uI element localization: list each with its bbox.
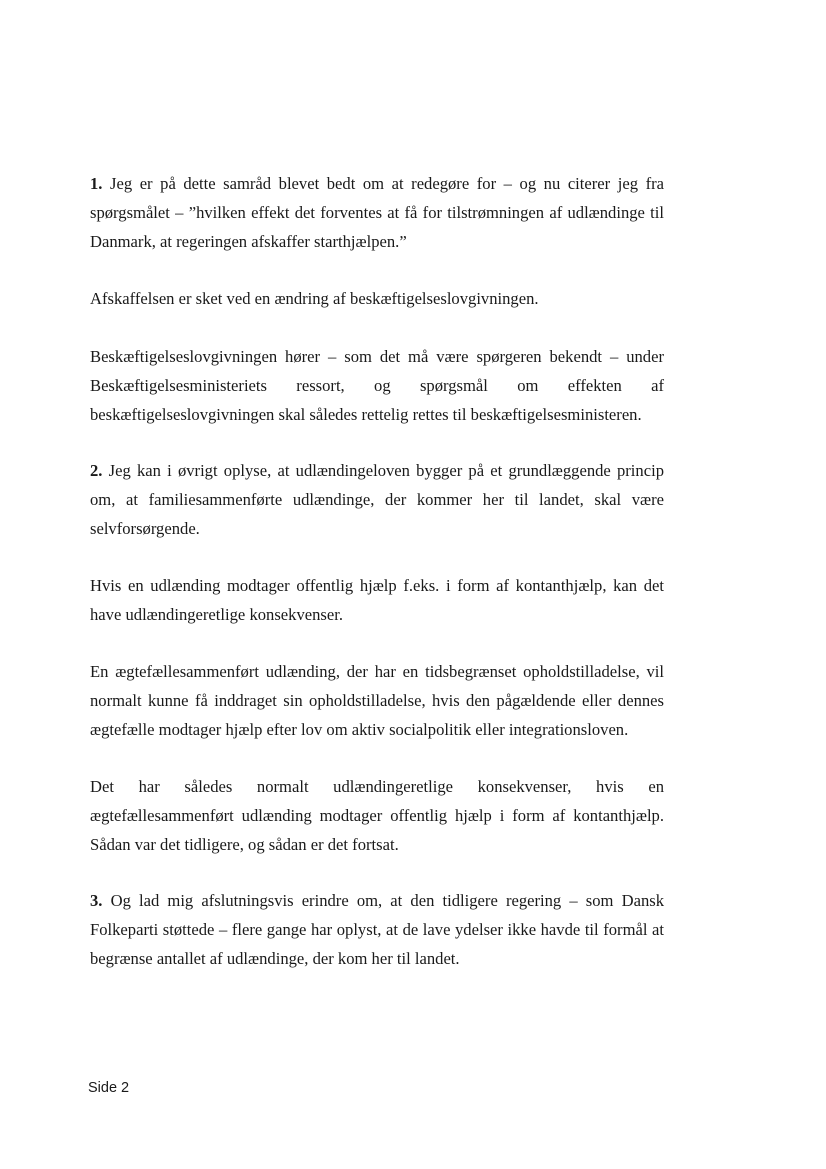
paragraph-2 <box>90 284 664 313</box>
page-number: Side 2 <box>88 1080 130 1096</box>
paragraph-7 <box>90 772 664 859</box>
paragraph-6 <box>90 657 664 744</box>
paragraph-text: Jeg er på dette samråd blevet bedt om at redegøre for – og nu citerer jeg fra spørgsmålet – ”hvilken effekt det forventes at få for tilstrømningen af udlændinge til Danmark, at regeringen afskaffer starthjælpen.” <box>90 174 664 251</box>
paragraph-text: En ægtefællesammenført udlænding, der har en tidsbegrænset opholdstilladelse, vil normalt kunne få inddraget sin opholdstilladelse, hvis den pågældende eller dennes ægtefælle modtager hjælp efter lov om aktiv socialpolitik eller integrationsloven. <box>90 662 664 739</box>
paragraph-text: Hvis en udlænding modtager offentlig hjælp f.eks. i form af kontanthjælp, kan det have udlændingeretlige konsekvenser. <box>90 576 664 624</box>
paragraph-number: 3. <box>90 891 103 910</box>
paragraph-text: Jeg kan i øvrigt oplyse, at udlændingeloven bygger på et grundlæggende princip om, at familiesammenførte udlændinge, der kommer her til landet, skal være selvforsørgende. <box>90 461 664 538</box>
paragraph-3 <box>90 342 664 429</box>
paragraph-5 <box>90 571 664 629</box>
paragraph-8 <box>90 886 664 973</box>
paragraph-text: Beskæftigelseslovgivningen hører – som det må være spørgeren bekendt – under Beskæftigelsesministeriets ressort, og spørgsmål om effekten af beskæftigelseslovgivningen skal således rettelig rettes til beskæftigelsesministeren. <box>90 347 664 424</box>
paragraph-1 <box>90 169 664 256</box>
paragraph-number: 2. <box>90 461 103 480</box>
paragraph-4 <box>90 456 664 543</box>
paragraph-text: Det har således normalt udlændingeretlige konsekvenser, hvis en ægtefællesammenført udlænding modtager offentlig hjælp i form af kontanthjælp. Sådan var det tidligere, og sådan er det fortsat. <box>90 777 664 854</box>
paragraph-text: Afskaffelsen er sket ved en ændring af beskæftigelseslovgivningen. <box>90 289 539 308</box>
paragraph-text: Og lad mig afslutningsvis erindre om, at den tidligere regering – som Dansk Folkeparti støttede – flere gange har oplyst, at de lave ydelser ikke havde til formål at begrænse antallet af udlændinge, der kom her til landet. <box>90 891 664 968</box>
paragraph-number: 1. <box>90 174 103 193</box>
